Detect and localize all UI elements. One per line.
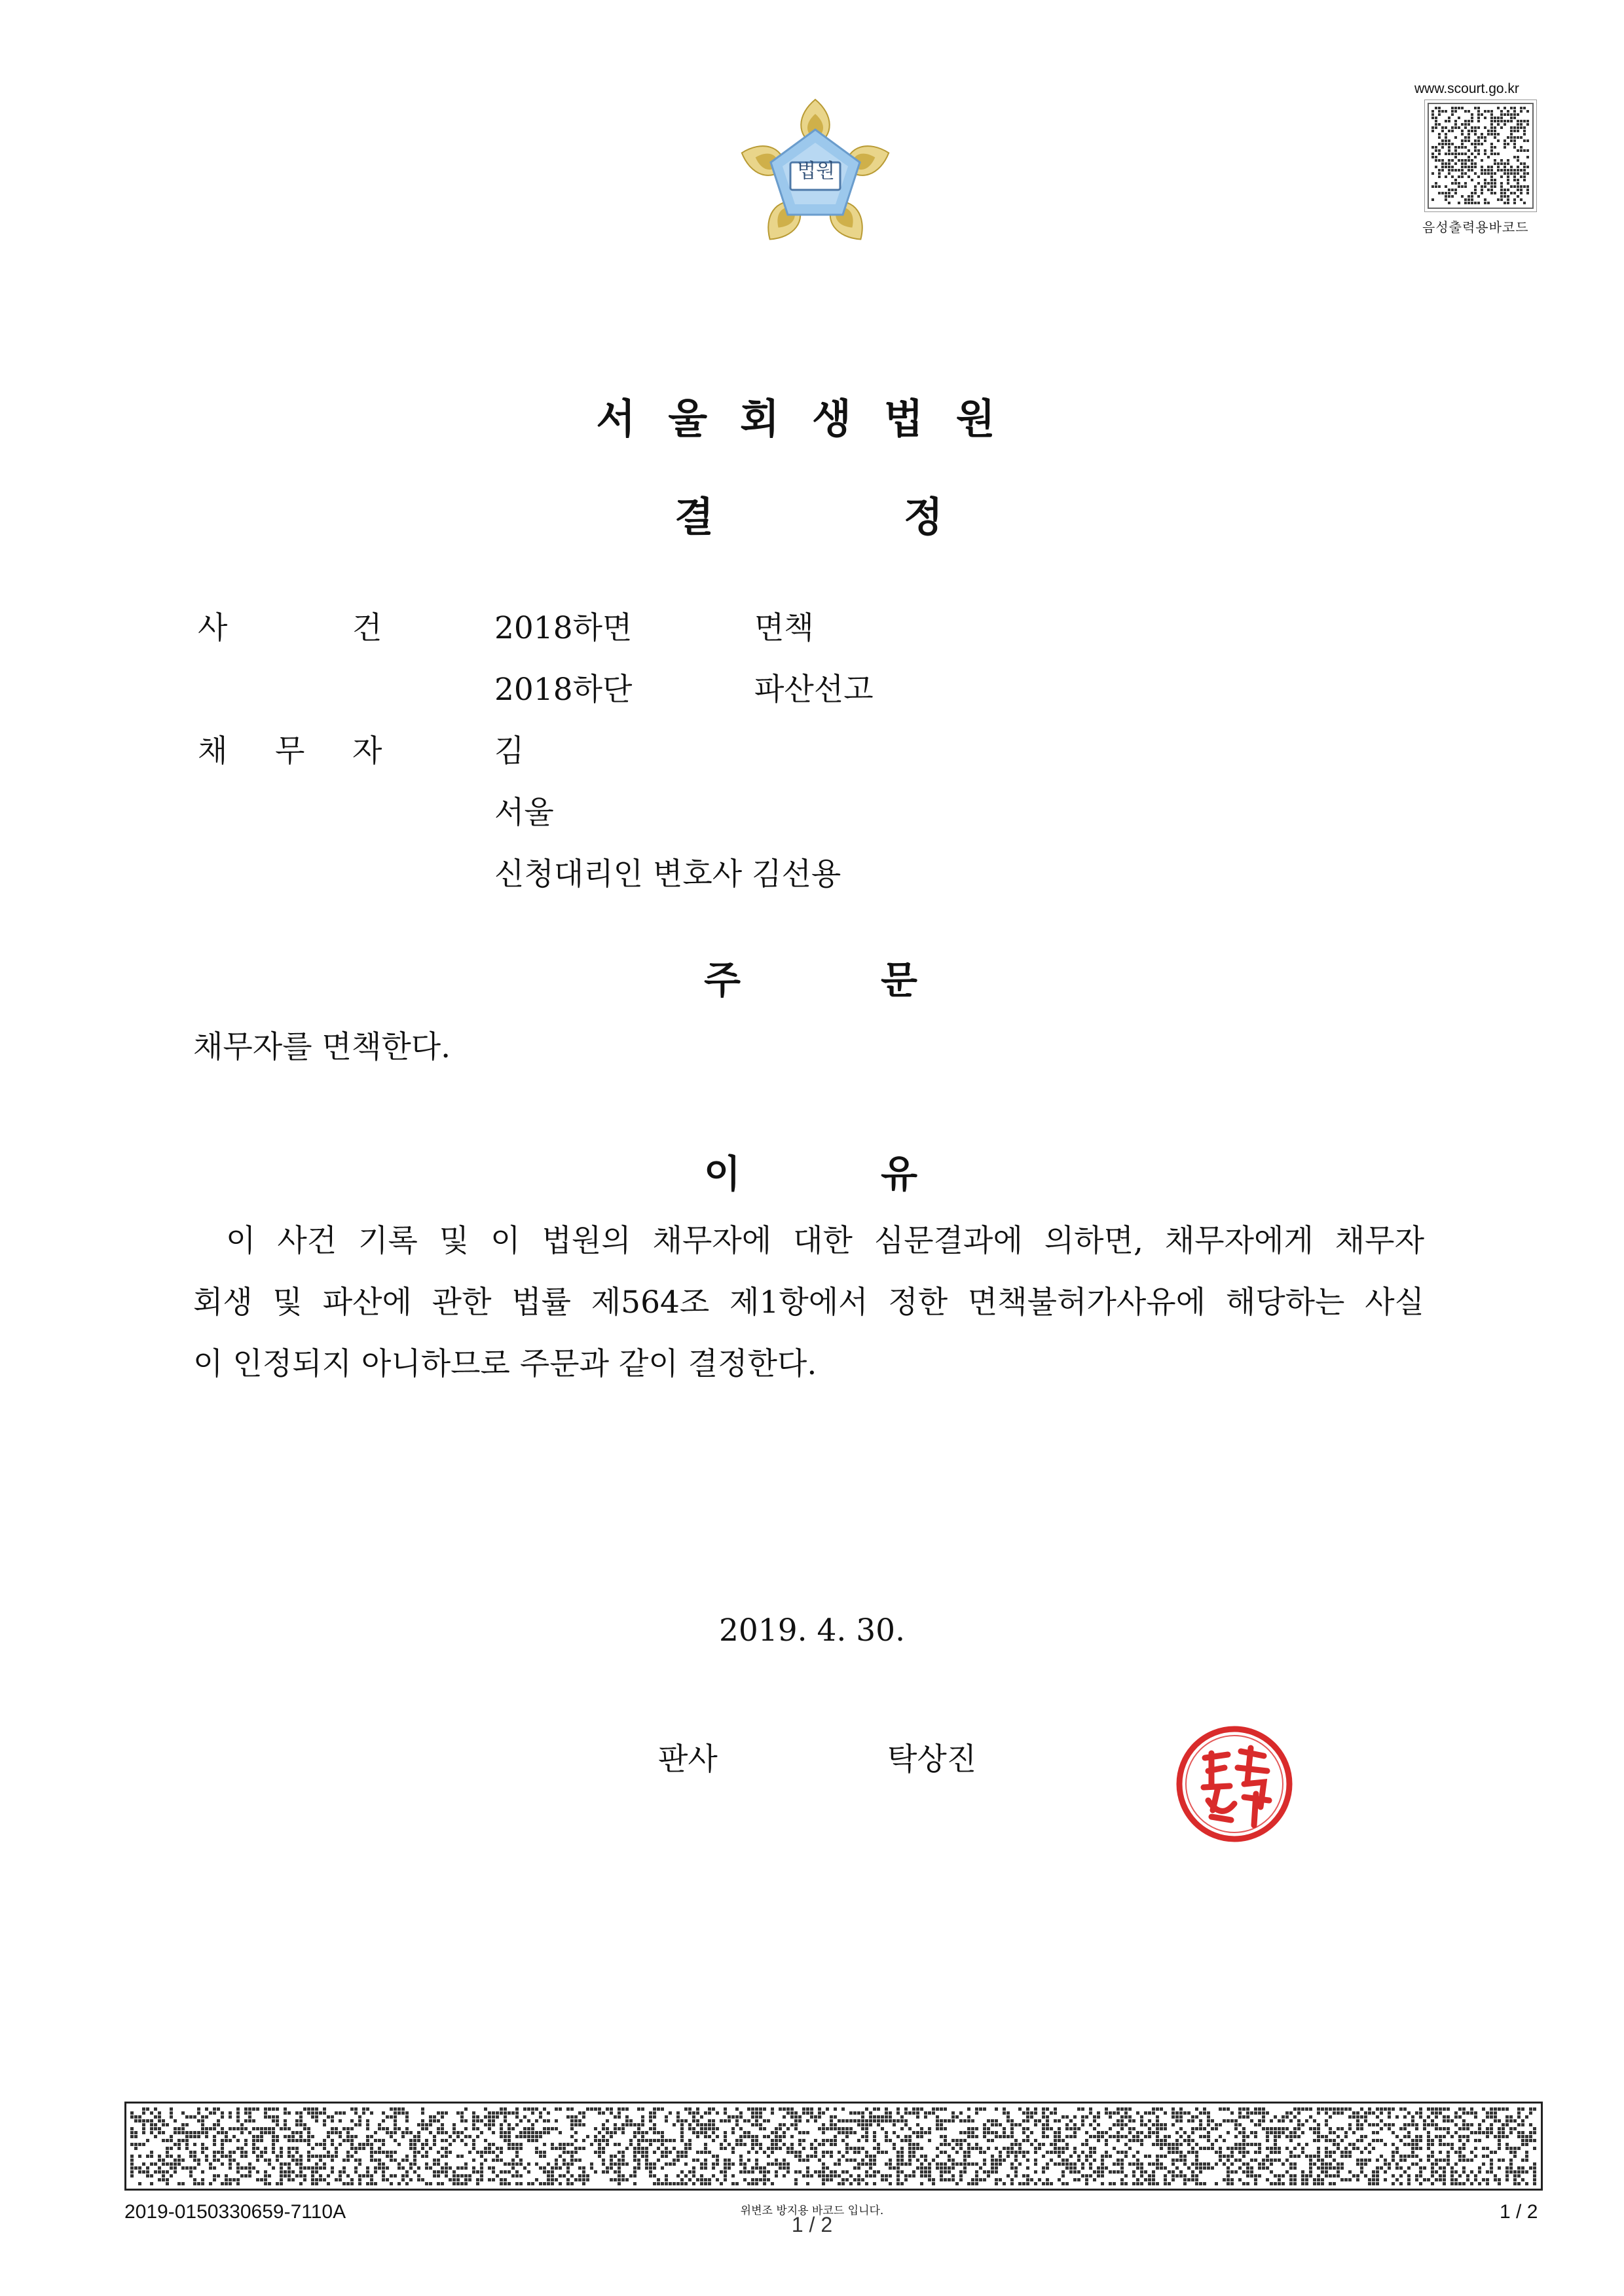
emblem-label: 법원 [797, 160, 835, 183]
case-number: 2018하단 [494, 672, 633, 708]
debtor-label-char: 채 [198, 733, 228, 769]
order-heading-char-1: 주 [704, 958, 741, 1002]
reason-text-line: 이 인정되지 아니하므로 주문과 같이 결정한다. [193, 1346, 817, 1382]
order-text: 채무자를 면책한다. [193, 1029, 451, 1065]
case-title: 파산선고 [754, 672, 874, 708]
qr-url-text: www.scourt.go.kr [1414, 81, 1519, 96]
debtor-name: 김 [494, 733, 525, 769]
case-title: 면책 [754, 610, 814, 646]
anti-forgery-barcode-icon [124, 2102, 1543, 2191]
debtor-agent: 신청대리인 변호사 김선용 [494, 856, 841, 892]
court-name: 서울회생법원 [596, 395, 1028, 443]
debtor-label-char: 무 [275, 733, 305, 769]
page-number-right: 1 / 2 [1500, 2201, 1538, 2223]
case-number: 2018하면 [494, 610, 633, 646]
document-id: 2019-0150330659-7110A [124, 2201, 346, 2223]
debtor-address: 서울 [494, 795, 554, 831]
judge-seal-icon [1172, 1722, 1297, 1846]
case-label-char: 사 [198, 610, 228, 646]
qr-code-icon [1424, 100, 1537, 212]
decision-date: 2019. 4. 30. [718, 1613, 906, 1649]
document-type-char-2: 정 [904, 493, 943, 541]
barcode-note: 위변조 방지용 바코드 입니다. [740, 2204, 884, 2217]
document-type-char-1: 결 [674, 493, 714, 541]
reason-heading-char-1: 이 [704, 1152, 741, 1196]
judge-name: 탁상진 [887, 1741, 977, 1777]
judge-title: 판사 [658, 1741, 718, 1777]
qr-caption: 음성출력용바코드 [1422, 219, 1529, 235]
case-label-char: 건 [352, 610, 382, 646]
order-heading-char-2: 문 [881, 958, 918, 1002]
reason-text-line: 회생 및 파산에 관한 법률 제564조 제1항에서 정한 면책불허가사유에 해당하는 사실 [193, 1285, 1424, 1321]
page-number-center: 1 / 2 [791, 2213, 833, 2236]
reason-heading-char-2: 유 [881, 1152, 918, 1196]
reason-text-line: 이 사건 기록 및 이 법원의 채무자에 대한 심문결과에 의하면, 채무자에게 채무자 [226, 1223, 1424, 1259]
debtor-label-char: 자 [352, 733, 382, 769]
